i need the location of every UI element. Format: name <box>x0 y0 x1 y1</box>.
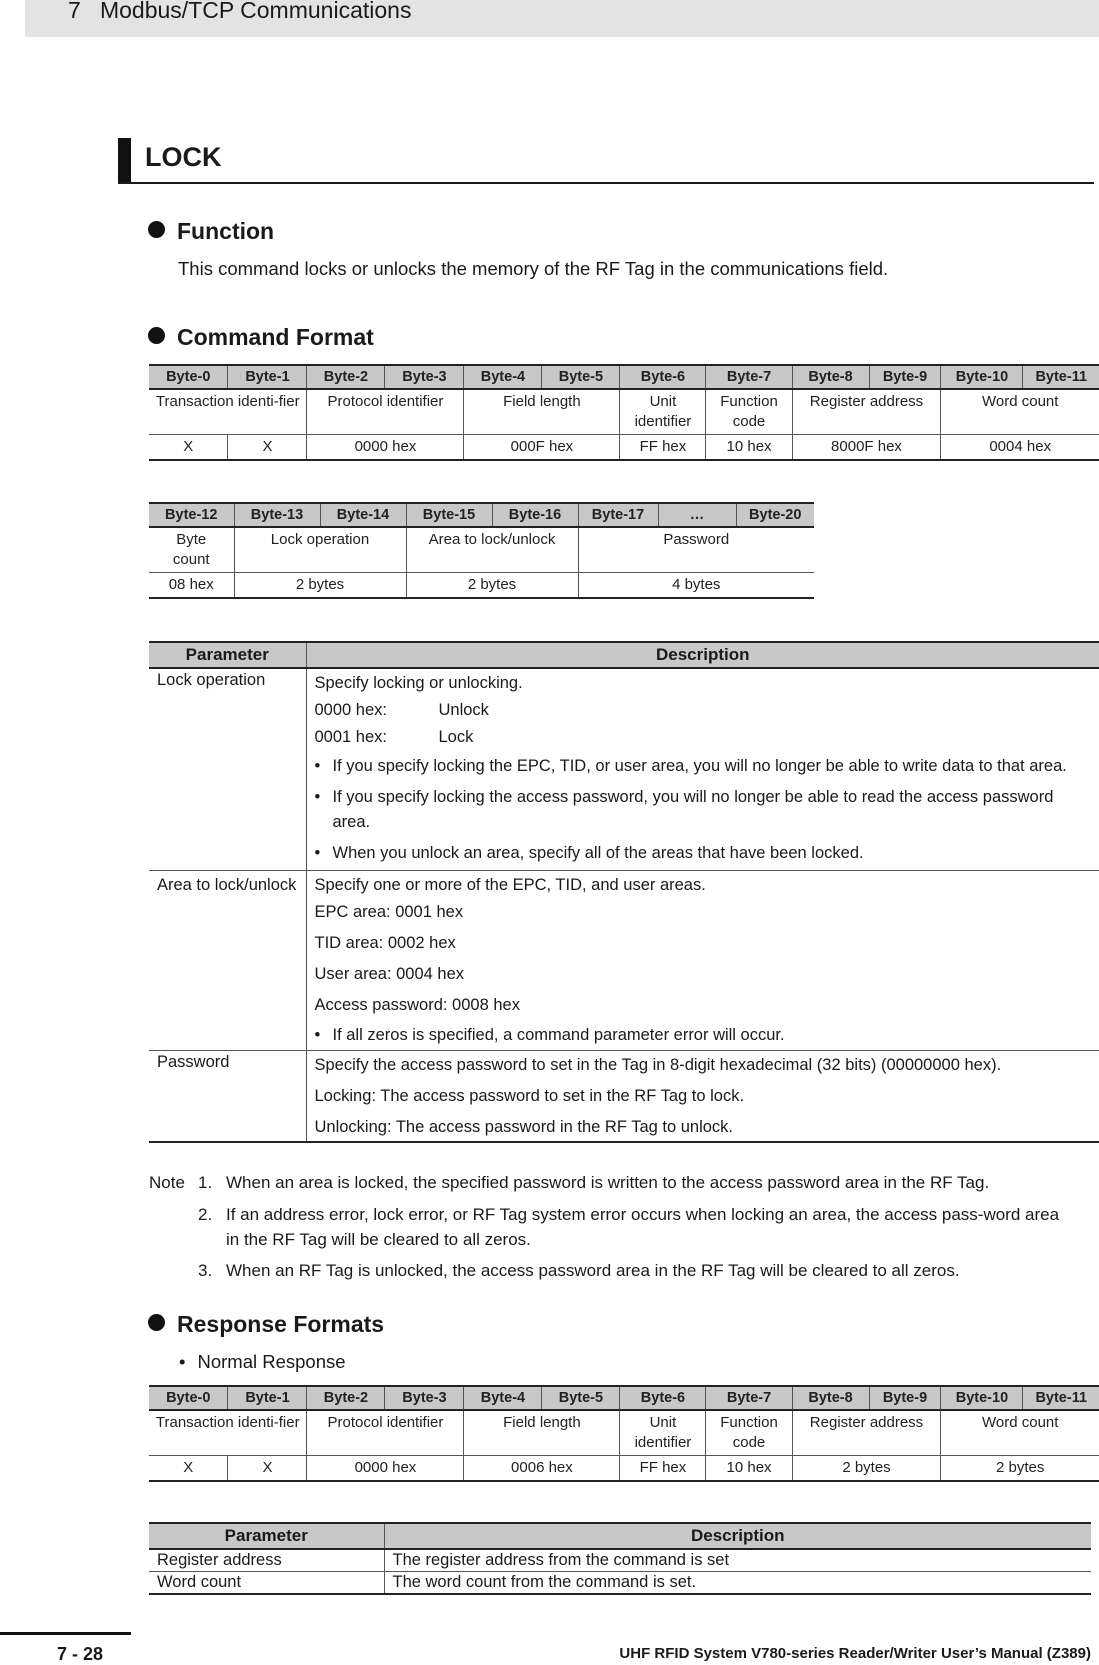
header-cell: Byte-8 <box>792 365 869 389</box>
note-number: 3. <box>198 1261 213 1280</box>
header-cell: Byte-17 <box>578 503 658 527</box>
header-cell: Byte-6 <box>620 365 706 389</box>
header-cell: Byte-3 <box>385 365 464 389</box>
table-cell: Lock operation <box>234 527 406 573</box>
table-cell: 0000 hex <box>307 1456 464 1482</box>
table-row <box>149 1549 1091 1572</box>
table-cell: Area to lock/unlock <box>406 527 578 573</box>
description-line: EPC area: 0001 hex <box>314 903 464 921</box>
note-text: When an RF Tag is unlocked, the access password area in the RF Tag will be cleared to all zeros. <box>226 1261 960 1280</box>
bullet-icon <box>148 1314 165 1331</box>
response-format-table <box>149 1385 1099 1482</box>
param-description <box>306 871 1099 1051</box>
description-line: Specify locking or unlocking. <box>314 674 523 692</box>
response-parameter-table <box>149 1522 1091 1595</box>
table-cell: FF hex <box>620 1456 706 1482</box>
table-header-row <box>149 503 814 527</box>
table-cell: Transaction identi-fier <box>149 389 307 435</box>
table-header-row <box>149 1386 1099 1410</box>
header-cell: Byte-15 <box>406 503 492 527</box>
table-cell: 08 hex <box>149 573 234 599</box>
header-cell: Byte-10 <box>941 1386 1023 1410</box>
header-cell: Byte-11 <box>1023 365 1099 389</box>
table-cell: Register address <box>792 389 941 435</box>
description-bullet: • If you specify locking the EPC, TID, or user area, you will no longer be able to write data to that area. <box>314 757 1067 775</box>
table-cell: Unit identifier <box>620 1410 706 1456</box>
table-cell: Password <box>578 527 814 573</box>
header-cell: Byte-7 <box>706 1386 792 1410</box>
param-name: Area to lock/unlock <box>149 871 306 1051</box>
param-name: Register address <box>149 1549 384 1572</box>
header-cell: Byte-0 <box>149 1386 228 1410</box>
table-cell: X <box>149 1456 228 1482</box>
table-row <box>149 435 1099 461</box>
table-cell: X <box>228 1456 307 1482</box>
description-option: 0001 hex: Lock <box>314 728 474 746</box>
note-number: 1. <box>198 1173 213 1192</box>
param-name: Lock operation <box>149 668 306 871</box>
header-cell: Byte-14 <box>320 503 406 527</box>
table-cell: 0006 hex <box>464 1456 620 1482</box>
table-row <box>149 527 814 573</box>
header-cell: Byte-1 <box>228 365 307 389</box>
table-cell: Unit identifier <box>620 389 706 435</box>
table-cell: Word count <box>941 1410 1099 1456</box>
header-cell: Byte-12 <box>149 503 234 527</box>
bullet-icon <box>148 221 165 238</box>
table-cell: 0000 hex <box>307 435 464 461</box>
header-cell: Byte-20 <box>736 503 814 527</box>
param-name: Word count <box>149 1572 384 1595</box>
table-cell: FF hex <box>620 435 706 461</box>
description-line: Unlocking: The access password in the RF Tag to unlock. <box>314 1118 734 1136</box>
header-cell: Byte-0 <box>149 365 228 389</box>
footer-rule <box>0 1632 131 1635</box>
header-cell: Byte-16 <box>492 503 578 527</box>
param-description <box>306 1051 1099 1143</box>
section-heading-bar <box>118 138 131 182</box>
description-bullet: • If you specify locking the access password, you will no longer be able to read the access password area. <box>314 788 1054 831</box>
table-row <box>149 573 814 599</box>
description-bullet: • If all zeros is specified, a command parameter error will occur. <box>314 1026 785 1044</box>
param-name: Password <box>149 1051 306 1143</box>
header-cell: Byte-13 <box>234 503 320 527</box>
description-line: Locking: The access password to set in the RF Tag to lock. <box>314 1087 745 1105</box>
header-cell: Byte-6 <box>620 1386 706 1410</box>
header-cell: Byte-9 <box>869 365 941 389</box>
header-cell: Description <box>306 642 1099 668</box>
table-cell: 000F hex <box>464 435 620 461</box>
table-cell: 2 bytes <box>406 573 578 599</box>
header-cell: Parameter <box>149 1523 384 1549</box>
note-label: Note <box>149 1173 185 1192</box>
response-formats-heading: Response Formats <box>148 1311 384 1338</box>
table-cell: Word count <box>941 389 1099 435</box>
chapter-title: 7 Modbus/TCP Communications <box>68 0 412 23</box>
header-cell: Byte-2 <box>307 365 385 389</box>
header-cell: Byte-3 <box>385 1386 464 1410</box>
header-cell: Byte-2 <box>307 1386 385 1410</box>
table-header-row <box>149 1523 1091 1549</box>
table-row <box>149 668 1099 871</box>
table-cell: Field length <box>464 389 620 435</box>
description-line: Specify the access password to set in the Tag in 8-digit hexadecimal (32 bits) (00000000 hex). <box>314 1056 1002 1074</box>
table-row <box>149 1456 1099 1482</box>
table-cell: Register address <box>792 1410 941 1456</box>
header-cell: Byte-4 <box>464 1386 542 1410</box>
table-cell: X <box>228 435 307 461</box>
table-cell: Transaction identi-fier <box>149 1410 307 1456</box>
table-cell: Protocol identifier <box>307 389 464 435</box>
description-line: Specify one or more of the EPC, TID, and user areas. <box>314 876 706 894</box>
command-format-table-2 <box>149 502 814 599</box>
note-text: If an address error, lock error, or RF Tag system error occurs when locking an area, the access pass-word area in the RF Tag will be cleared to all zeros. <box>226 1205 1060 1249</box>
note-number: 2. <box>198 1205 213 1224</box>
table-cell: 2 bytes <box>941 1456 1099 1482</box>
table-header-row <box>149 642 1099 668</box>
param-description <box>306 668 1099 871</box>
header-cell: Byte-11 <box>1023 1386 1099 1410</box>
function-text: This command locks or unlocks the memory of the RF Tag in the communications field. <box>178 258 889 279</box>
description-bullet: • When you unlock an area, specify all of the areas that have been locked. <box>314 844 864 862</box>
page-number: 7 - 28 <box>57 1644 104 1664</box>
header-cell: … <box>658 503 736 527</box>
table-header-row <box>149 365 1099 389</box>
normal-response-label: • Normal Response <box>179 1351 346 1372</box>
function-heading: Function <box>148 218 274 245</box>
table-cell: 2 bytes <box>234 573 406 599</box>
param-description: The register address from the command is set <box>384 1549 1091 1572</box>
section-heading <box>118 138 1094 184</box>
command-format-table-1 <box>149 364 1099 461</box>
table-row <box>149 871 1099 1051</box>
note-text: When an area is locked, the specified password is written to the access password area in the RF Tag. <box>226 1173 990 1192</box>
table-row <box>149 1410 1099 1456</box>
table-cell: 10 hex <box>706 435 792 461</box>
table-cell: 8000F hex <box>792 435 941 461</box>
header-cell: Byte-1 <box>228 1386 307 1410</box>
manual-title: UHF RFID System V780-series Reader/Writer User’s Manual (Z389) <box>619 1645 1091 1662</box>
parameter-table <box>149 641 1099 1143</box>
table-cell: Protocol identifier <box>307 1410 464 1456</box>
table-cell: Byte count <box>149 527 234 573</box>
table-cell: 10 hex <box>706 1456 792 1482</box>
table-cell: X <box>149 435 228 461</box>
description-line: Access password: 0008 hex <box>314 996 520 1014</box>
description-line: TID area: 0002 hex <box>314 934 456 952</box>
header-cell: Byte-5 <box>542 1386 620 1410</box>
header-cell: Description <box>384 1523 1091 1549</box>
table-cell: 2 bytes <box>792 1456 941 1482</box>
table-row <box>149 1572 1091 1595</box>
header-cell: Byte-8 <box>792 1386 869 1410</box>
description-line: User area: 0004 hex <box>314 965 465 983</box>
table-cell: 4 bytes <box>578 573 814 599</box>
param-description: The word count from the command is set. <box>384 1572 1091 1595</box>
header-cell: Byte-5 <box>542 365 620 389</box>
table-row <box>149 1051 1099 1143</box>
table-cell: Function code <box>706 389 792 435</box>
table-cell: Function code <box>706 1410 792 1456</box>
header-cell: Byte-10 <box>941 365 1023 389</box>
header-cell: Byte-4 <box>464 365 542 389</box>
table-row <box>149 389 1099 435</box>
command-format-heading: Command Format <box>148 324 374 351</box>
description-option: 0000 hex: Unlock <box>314 701 489 719</box>
table-cell: Field length <box>464 1410 620 1456</box>
section-title: LOCK <box>145 142 222 172</box>
header-cell: Parameter <box>149 642 306 668</box>
table-cell: 0004 hex <box>941 435 1099 461</box>
header-cell: Byte-7 <box>706 365 792 389</box>
bullet-icon <box>148 327 165 344</box>
header-cell: Byte-9 <box>869 1386 941 1410</box>
